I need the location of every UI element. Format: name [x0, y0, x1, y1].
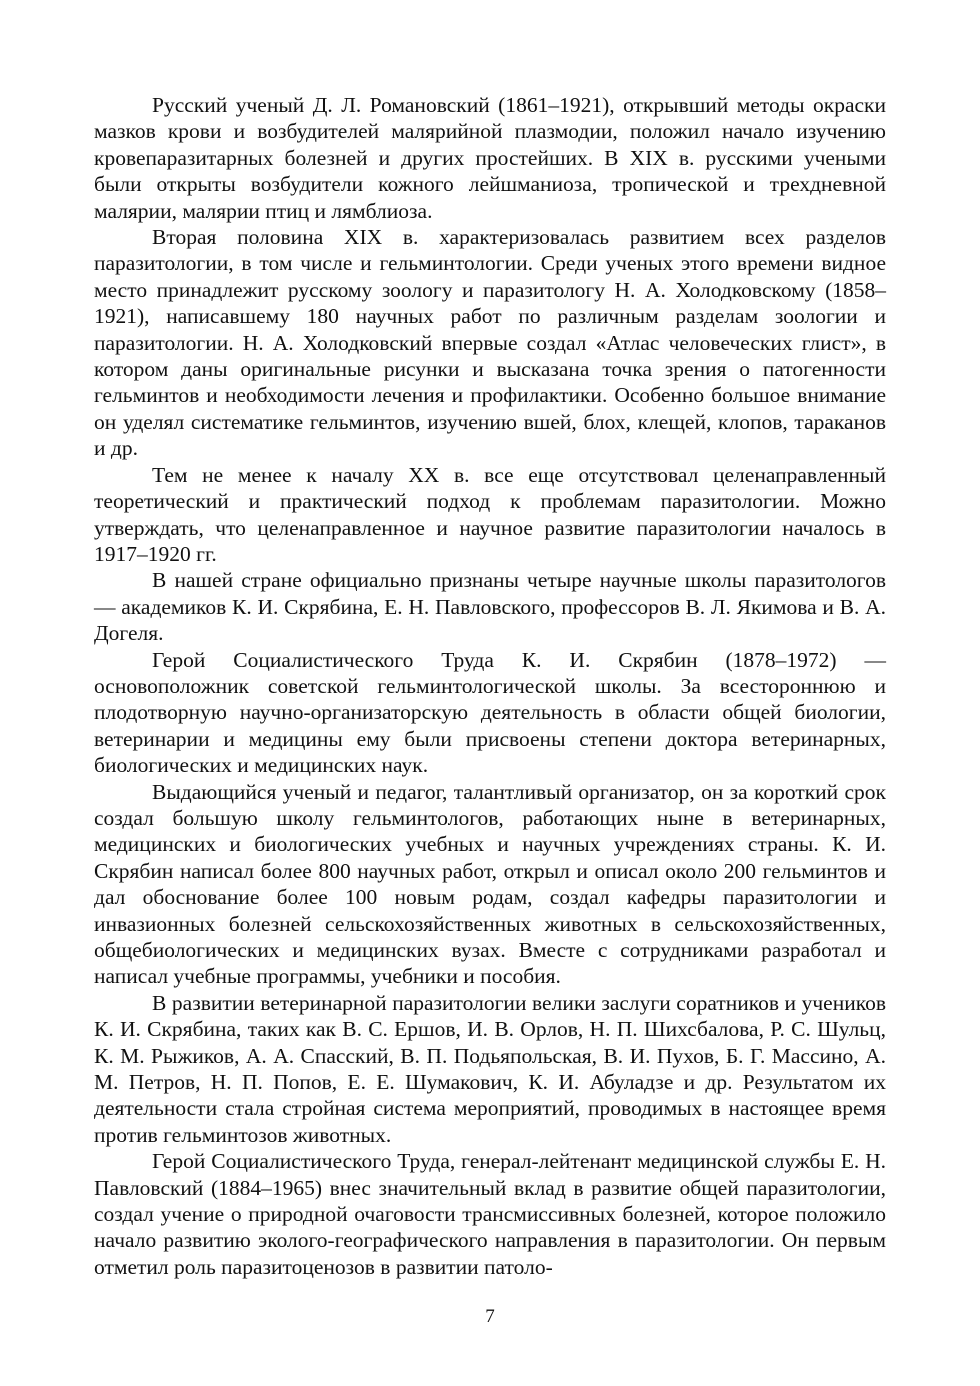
paragraph-kholodkovsky: Вторая половина XIX в. характеризовалась развитием всех разделов паразитологии, в том числе и гельминтологии. Среди ученых этого времени видное место принадлежит русскому зоологу и паразитологу Н. А. Холодковскому (1858–1921), написавшему 180 научных работ по различным разделам зоологии и паразитологии. Н. А. Холодковский впервые создал «Атлас человеческих глист», в котором даны оригинальные рисунки и высказана точка зрения о патогенности гельминтов и необходимости лечения и профилактики. Особенно большое внимание он уделял систематике гельминтов, изучению вшей, блох, клещей, клопов, тараканов и др.	[94, 225, 886, 461]
paragraph-skryabin: Герой Социалистического Труда К. И. Скрябин (1878–1972) — основоположник советской гельминтологической школы. За всестороннюю и плодотворную научно-организаторскую деятельность в области общей биологии, ветеринарии и медицины ему были присвоены степени доктора ветеринарных, биологических и медицинских наук.	[94, 647, 886, 778]
body-text	[94, 92, 886, 1280]
page-number: 7	[485, 1306, 495, 1327]
paragraph-romanovsky: Русский ученый Д. Л. Романовский (1861–1921), открывший методы окраски мазков крови и возбудителей малярийной плазмодии, положил начало изучению кровепаразитарных болезней и других простейших. В XIX в. русскими учеными были открыты возбудители кожного лейшманиоза, тропической и трехдневной малярии, малярии птиц и лямблиоза.	[94, 93, 886, 223]
paragraph-four-schools: В нашей стране официально признаны четыре научные школы паразитологов — академиков К. И. Скрябина, Е. Н. Павловского, профессоров В. Л. Якимова и В. А. Догеля.	[94, 568, 886, 646]
paragraph-pavlovsky: Герой Социалистического Труда, генерал-лейтенант медицинской службы Е. Н. Павловский (1884–1965) внес значительный вклад в развитие общей паразитологии, создал учение о природной очаговости трансмиссивных болезней, которое положило начало развитию эколого-географического направления в паразитологии. Он первым отметил роль паразитоценозов в развитии патоло-	[94, 1149, 886, 1279]
paragraph-skryabin-students: В развитии ветеринарной паразитологии велики заслуги соратников и учеников К. И. Скрябина, таких как В. С. Ершов, И. В. Орлов, Н. П. Шихсбалова, Р. С. Шульц, К. М. Рыжиков, А. А. Спасский, В. П. Подьяпольская, В. И. Пухов, Б. Г. Массино, А. М. Петров, Н. П. Попов, Е. Е. Шумакович, К. И. Абуладзе и др. Результатом их деятельности стала стройная система мероприятий, проводимых в настоящее время против гельминтозов животных.	[94, 990, 886, 1147]
paragraph-early-20th-century: Тем не менее к началу XX в. все еще отсутствовал целенаправленный теоретический и практический подход к проблемам паразитологии. Можно утверждать, что целенаправленное и научное развитие паразитологии началось в 1917–1920 гг.	[94, 462, 886, 566]
paragraph-skryabin-school: Выдающийся ученый и педагог, талантливый организатор, он за короткий срок создал большую школу гельминтологов, работающих ныне в ветеринарных, медицинских и биологических учебных и научных учреждениях страны. К. И. Скрябин написал более 800 научных работ, открыл и описал около 200 гельминтов и дал обоснование более 100 новым родам, создал кафедры паразитологии и инвазионных болезней сельскохозяйственных животных в сельскохозяйственных, общебиологических и медицинских вузах. Вместе с сотрудниками разработал и написал учебные программы, учебники и пособия.	[94, 779, 886, 989]
